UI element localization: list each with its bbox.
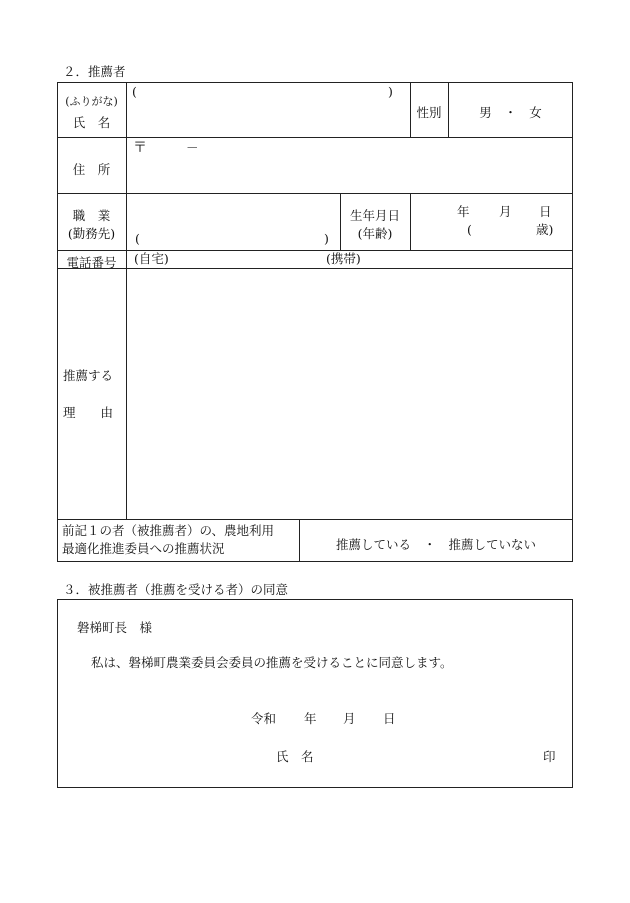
phone-label: 電話番号 [66, 255, 117, 270]
addressee: 磐梯町長 様 [77, 620, 153, 635]
status-label-line2: 最適化推進委員への推薦状況 [62, 541, 225, 556]
gender-label: 性別 [416, 105, 442, 120]
kana-paren-open: ( [132, 84, 137, 99]
date-year: 年 [304, 711, 317, 726]
occupation-sub-label: (勤務先) [67, 226, 116, 241]
home-phone-label: (自宅) [134, 251, 169, 266]
section3-heading: ３．被推薦者（推薦を受ける者）の同意 [63, 582, 289, 597]
kana-paren-close: ) [388, 84, 393, 99]
age-unit: 歳) [536, 222, 554, 237]
status-label-line1: 前記１の者（被推薦者）の、農地利用 [62, 523, 275, 538]
gender-options[interactable]: 男 ・ 女 [479, 105, 542, 120]
workplace-paren-close: ) [324, 231, 329, 246]
age-paren-open: ( [467, 222, 472, 237]
address-field[interactable] [132, 158, 568, 188]
row-divider [57, 268, 573, 269]
reason-label-line2: 理 由 [63, 405, 114, 420]
postal-dash: － [186, 140, 199, 155]
name-kana-label: (ふりがな) [65, 95, 118, 108]
reason-label-line1: 推薦する [63, 368, 114, 383]
name-label: 氏 名 [72, 115, 111, 130]
date-day: 日 [383, 711, 396, 726]
status-options[interactable]: 推薦している ・ 推薦していない [335, 537, 536, 552]
row-divider [57, 193, 573, 194]
birth-year: 年 [457, 204, 470, 219]
birth-month: 月 [499, 204, 512, 219]
seal-mark: 印 [543, 749, 556, 764]
postal-mark: 〒 [133, 140, 147, 156]
name-field[interactable] [132, 100, 402, 130]
reason-field[interactable] [130, 272, 568, 515]
row-divider [57, 519, 573, 520]
date-era: 令和 [251, 711, 277, 726]
occupation-field[interactable] [132, 198, 332, 226]
section2-heading: ２．推薦者 [63, 64, 126, 79]
birth-day: 日 [539, 204, 552, 219]
signer-name-field[interactable] [320, 745, 530, 769]
mobile-phone-label: (携帯) [326, 251, 361, 266]
date-month: 月 [343, 711, 356, 726]
signer-name-label: 氏 名 [276, 749, 314, 764]
age-label: (年齢) [357, 226, 393, 241]
birth-label: 生年月日 [349, 208, 400, 223]
date-field[interactable] [270, 708, 400, 730]
workplace-paren-open: ( [135, 231, 140, 246]
occupation-label: 職 業 [72, 208, 111, 223]
address-label: 住 所 [72, 162, 111, 177]
birth-value-divider [410, 193, 411, 250]
row-divider [57, 137, 573, 138]
consent-text: 私は、磐梯町農業委員会委員の推薦を受けることに同意します。 [91, 655, 453, 670]
label-column-divider [126, 82, 127, 519]
